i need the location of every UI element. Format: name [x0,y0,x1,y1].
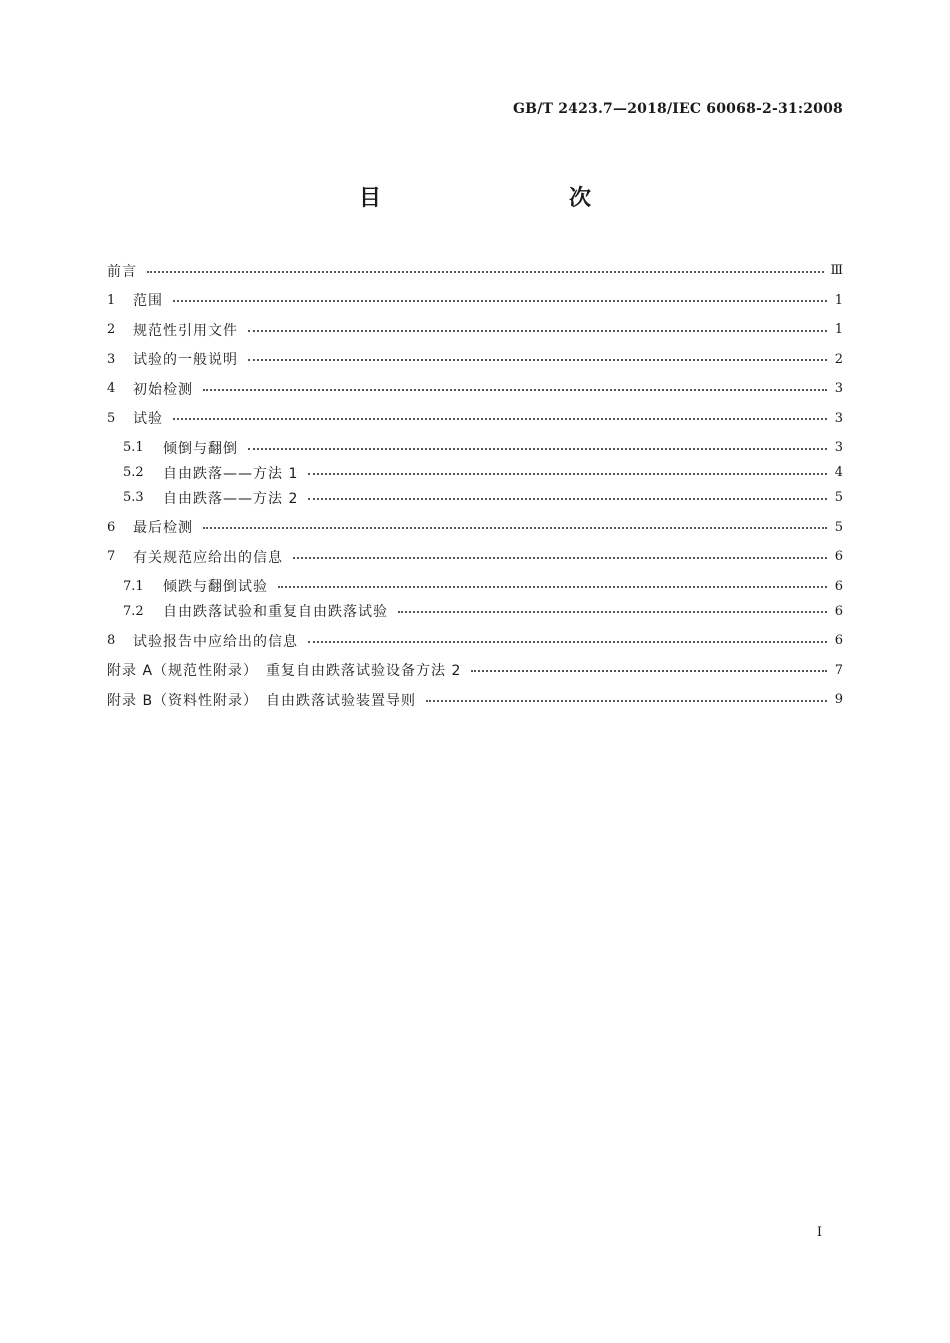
toc-entry-7-2[interactable] [107,599,843,624]
toc-entry-label: 规范性引用文件 [133,322,238,339]
toc-entry-label: 倾倒与翻倒 [163,440,238,457]
toc-entry-label: 有关规范应给出的信息 [133,549,283,566]
toc-entry-number: 5.2 [123,465,144,480]
toc-entry-page: 6 [834,578,843,594]
toc-entry-label: 附录 A（规范性附录） 重复自由跌落试验设备方法 2 [107,663,462,679]
dot-leader [293,557,827,559]
toc-entry-page: 6 [834,633,843,648]
toc-entry-number: 3 [107,351,116,367]
toc-entry-page: 7 [834,662,843,678]
toc-entry-1[interactable] [107,288,843,313]
toc-entry-label: 试验的一般说明 [133,352,238,368]
toc-entry-7[interactable] [107,544,843,569]
toc-entry-label: 试验报告中应给出的信息 [133,633,298,650]
toc-entry-3[interactable] [107,347,843,372]
toc-entry-page: Ⅲ [830,263,843,278]
toc-entry-number: 1 [107,292,116,308]
toc-entry-page: 6 [834,549,843,564]
toc-entry-number: 5 [107,410,116,426]
dot-leader [471,670,827,672]
dot-leader [308,641,827,643]
toc-entry-foreword[interactable] [107,258,843,283]
toc-entry-label: 试验 [133,411,163,427]
dot-leader [308,498,827,500]
toc-entry-page: 5 [834,519,843,535]
toc-entry-page: 9 [834,692,843,707]
toc-entry-annex-a[interactable] [107,658,843,683]
toc-entry-5-3[interactable] [107,485,843,510]
toc-entry-number: 2 [107,322,116,337]
toc-entry-4[interactable] [107,376,843,401]
toc-entry-page: 4 [834,465,843,480]
page-number: I [816,1225,822,1240]
dot-leader [248,359,827,361]
toc-entry-5-2[interactable] [107,460,843,485]
toc-entry-7-1[interactable] [107,574,843,599]
dot-leader [248,330,827,332]
toc-entry-label: 初始检测 [133,381,193,398]
toc-entry-label: 自由跌落——方法 1 [163,465,299,482]
toc-entry-page: 3 [834,381,843,396]
toc-entry-label: 范围 [133,293,163,309]
toc-entry-page: 5 [834,490,843,505]
toc-entry-number: 5.1 [123,440,144,455]
toc-entry-number: 8 [107,633,116,648]
dot-leader [203,389,827,391]
toc-entry-page: 6 [834,603,843,619]
toc-entry-2[interactable] [107,317,843,342]
dot-leader [173,418,827,420]
toc-entry-number: 4 [107,381,116,396]
toc-entry-page: 1 [834,322,843,337]
dot-leader [308,473,827,475]
dot-leader [398,611,827,613]
toc-entry-6[interactable] [107,515,843,540]
toc-entry-number: 7.2 [123,603,144,619]
toc-entry-page: 1 [834,292,843,308]
toc-entry-label: 前言 [107,263,137,280]
dot-leader [248,448,827,450]
dot-leader [278,586,827,588]
toc-entry-8[interactable] [107,628,843,653]
toc-entry-label: 自由跌落试验和重复自由跌落试验 [163,604,388,620]
toc-entry-page: 2 [834,351,843,367]
toc-entry-5-1[interactable] [107,435,843,460]
toc-entry-label: 自由跌落——方法 2 [163,490,299,507]
toc-entry-5[interactable] [107,406,843,431]
dot-leader [173,300,827,302]
toc-entry-number: 5.3 [123,490,144,505]
toc-entry-page: 3 [834,410,843,426]
toc-entry-label: 附录 B（资料性附录） 自由跌落试验装置导则 [107,692,417,709]
standard-code: GB/T 2423.7—2018/IEC 60068-2-31:2008 [513,101,843,117]
dot-leader [203,527,827,529]
toc-entry-number: 6 [107,519,116,535]
toc-entry-label: 最后检测 [133,520,193,536]
toc-entry-number: 7 [107,549,116,564]
toc-entry-number: 7.1 [123,578,144,594]
toc-entry-page: 3 [834,440,843,455]
dot-leader [426,700,827,702]
toc-entry-annex-b[interactable] [107,687,843,712]
table-of-contents [107,258,843,712]
toc-entry-label: 倾跌与翻倒试验 [163,579,268,595]
page-title: 目 次 [358,186,639,211]
dot-leader [147,271,824,273]
